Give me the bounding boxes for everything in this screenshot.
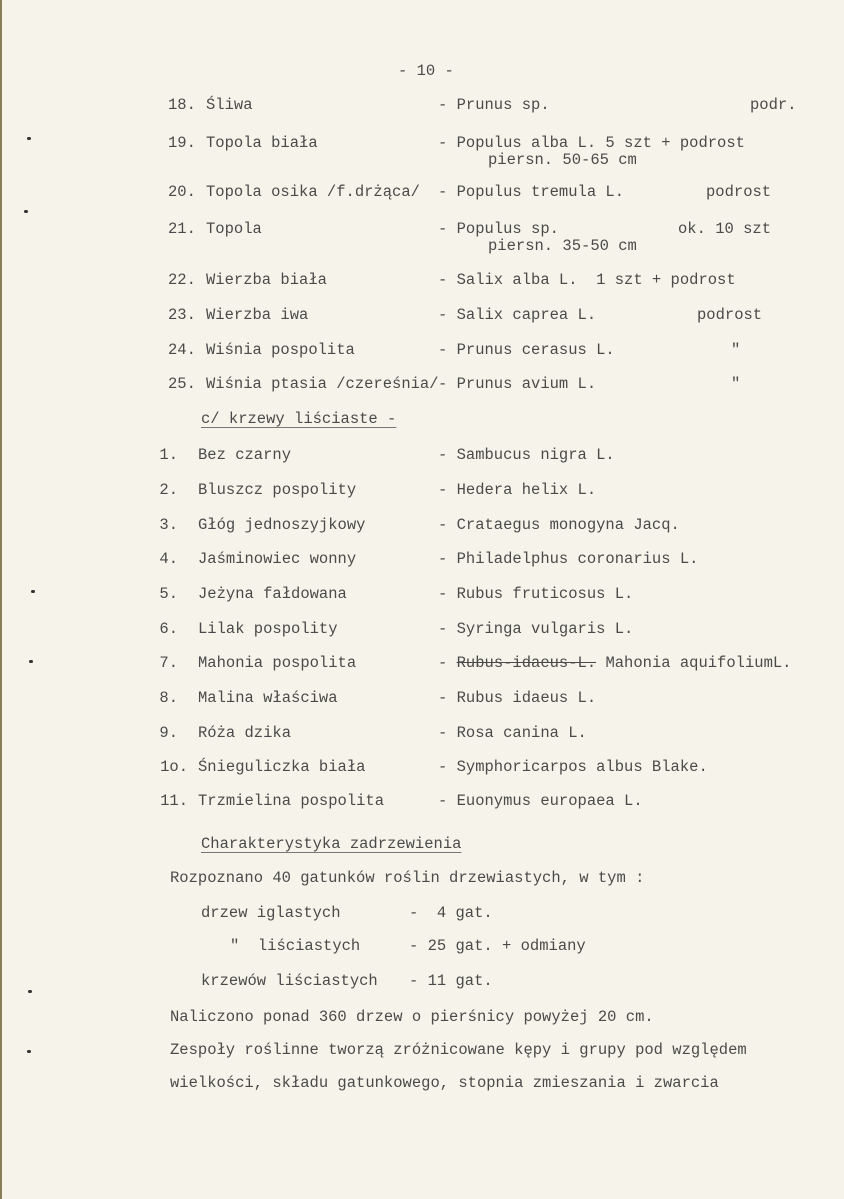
- shrub-latin: - Syringa vulgaris L.: [438, 620, 634, 638]
- tree-name: Wierzba iwa: [206, 306, 309, 324]
- shrub-latin: - Crataegus monogyna Jacq.: [438, 516, 680, 534]
- shrub-no: 8.: [159, 689, 178, 707]
- latin-prefix: -: [438, 654, 457, 672]
- tree-latin: - Populus tremula L.: [438, 183, 625, 201]
- tree-note: ok. 10 szt: [678, 220, 772, 238]
- tree-note: podrost: [706, 183, 772, 201]
- tree-name: Śliwa: [206, 96, 253, 114]
- tree-no: 18.: [168, 96, 196, 114]
- summary-heading: Charakterystyka zadrzewienia: [201, 835, 462, 853]
- shrub-name: Bez czarny: [198, 446, 292, 464]
- shrub-name: Lilak pospolity: [198, 620, 338, 638]
- shrub-name: Róża dzika: [198, 724, 292, 742]
- shrub-name: Mahonia pospolita: [198, 654, 357, 672]
- margin-speck: [27, 137, 31, 140]
- tree-latin: - Prunus cerasus L.: [438, 341, 615, 359]
- tree-no: 25.: [168, 375, 196, 393]
- shrub-latin: - Rosa canina L.: [438, 724, 587, 742]
- tree-note: ": [731, 341, 741, 359]
- shrub-no: 6.: [159, 620, 178, 638]
- summary-label: " liściastych: [230, 937, 361, 955]
- shrub-latin-corrected: [438, 654, 791, 672]
- summary-paragraph: Naliczono ponad 360 drzew o pierśnicy powyżej 20 cm.: [170, 1008, 654, 1026]
- tree-latin: - Prunus sp.: [438, 96, 550, 114]
- shrub-name: Głóg jednoszyjkowy: [198, 516, 366, 534]
- shrub-no: 2.: [159, 481, 178, 499]
- tree-no: 21.: [168, 220, 196, 238]
- shrub-latin: - Euonymus europaea L.: [438, 792, 643, 810]
- shrub-name: Śnieguliczka biała: [198, 758, 366, 776]
- summary-intro: Rozpoznano 40 gatunków roślin drzewiastych, w tym :: [170, 869, 645, 887]
- shrub-name: Bluszcz pospolity: [198, 481, 357, 499]
- tree-no: 24.: [168, 341, 196, 359]
- summary-label: drzew iglastych: [201, 904, 341, 922]
- tree-note: podrost: [697, 306, 763, 324]
- page-number: - 10 -: [398, 62, 454, 80]
- tree-name: Topola osika /f.drżąca/: [206, 183, 420, 201]
- shrub-name: Jeżyna fałdowana: [198, 585, 347, 603]
- shrub-no: 3.: [159, 516, 178, 534]
- shrub-name: Jaśminowiec wonny: [198, 550, 357, 568]
- tree-name: Wiśnia ptasia /czereśnia/: [206, 375, 439, 393]
- tree-note: ": [731, 375, 741, 393]
- summary-value: - 11 gat.: [409, 972, 493, 990]
- shrub-no: 11.: [160, 792, 188, 810]
- margin-speck: [29, 660, 33, 663]
- shrub-no: 4.: [159, 550, 178, 568]
- shrub-no: 7.: [159, 654, 178, 672]
- shrub-no: 1o.: [160, 758, 188, 776]
- tree-name: Wiśnia pospolita: [206, 341, 355, 359]
- shrub-latin: - Hedera helix L.: [438, 481, 597, 499]
- tree-name: Topola: [206, 220, 262, 238]
- margin-speck: [28, 990, 32, 993]
- page-edge: [0, 0, 2, 1199]
- shrub-name: Malina właściwa: [198, 689, 338, 707]
- shrub-name: Trzmielina pospolita: [198, 792, 385, 810]
- margin-speck: [27, 1050, 31, 1053]
- tree-note: podr.: [750, 96, 797, 114]
- shrub-no: 1.: [159, 446, 178, 464]
- tree-note2: piersn. 35-50 cm: [488, 237, 637, 255]
- shrub-latin: - Sambucus nigra L.: [438, 446, 615, 464]
- summary-paragraph: Zespoły roślinne tworzą zróżnicowane kępy i grupy pod względem: [170, 1041, 747, 1059]
- tree-latin: - Prunus avium L.: [438, 375, 597, 393]
- tree-no: 20.: [168, 183, 196, 201]
- shrub-latin: - Symphoricarpos albus Blake.: [438, 758, 708, 776]
- shrubs-heading: c/ krzewy liściaste -: [201, 410, 397, 428]
- shrub-no: 5.: [159, 585, 178, 603]
- tree-no: 22.: [168, 271, 196, 289]
- shrub-latin: - Philadelphus coronarius L.: [438, 550, 699, 568]
- summary-label: krzewów liściastych: [201, 972, 378, 990]
- tree-no: 19.: [168, 134, 196, 152]
- margin-speck: [31, 590, 35, 593]
- tree-name: Topola biała: [206, 134, 318, 152]
- latin-correction: Mahonia aquifoliumL.: [596, 654, 792, 672]
- tree-latin: - Salix alba L. 1 szt + podrost: [438, 271, 736, 289]
- margin-speck: [24, 210, 28, 213]
- summary-value: - 25 gat. + odmiany: [409, 937, 586, 955]
- summary-paragraph: wielkości, składu gatunkowego, stopnia zmieszania i zwarcia: [170, 1074, 719, 1092]
- tree-latin: - Populus alba L. 5 szt + podrost: [438, 134, 745, 152]
- tree-name: Wierzba biała: [206, 271, 327, 289]
- summary-value: - 4 gat.: [409, 904, 493, 922]
- shrub-latin: - Rubus fruticosus L.: [438, 585, 634, 603]
- tree-latin: - Populus sp.: [438, 220, 559, 238]
- shrub-no: 9.: [159, 724, 178, 742]
- tree-note2: piersn. 50-65 cm: [488, 151, 637, 169]
- shrub-latin: - Rubus idaeus L.: [438, 689, 597, 707]
- tree-latin: - Salix caprea L.: [438, 306, 597, 324]
- tree-no: 23.: [168, 306, 196, 324]
- struck-text: Rubus-idaeus-L.: [456, 654, 597, 672]
